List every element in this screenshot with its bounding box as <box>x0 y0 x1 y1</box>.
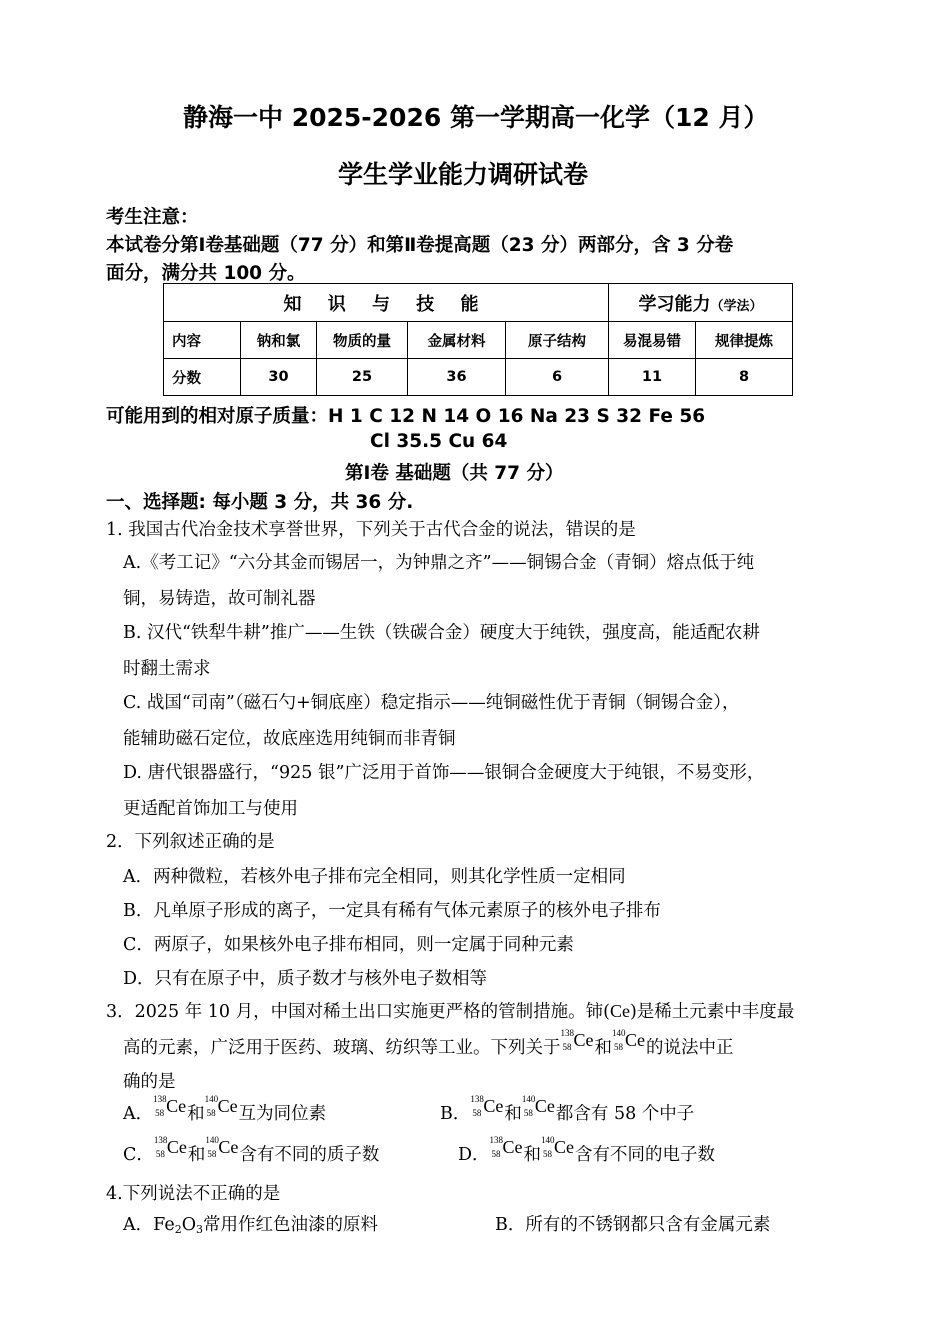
score-cell: 11 <box>609 359 696 396</box>
score-row-label: 分数 <box>164 359 241 396</box>
section-1-title: 一、选择题: 每小题 3 分，共 36 分. <box>106 492 414 513</box>
q3-stem-line-3: 确的是 <box>123 1072 176 1092</box>
q4-stem: 4.下列说法不正确的是 <box>106 1184 281 1204</box>
q2-option-c: C．两原子，如果核外电子排布相同，则一定属于同种元素 <box>123 935 574 955</box>
learning-ability-header: 学习能力（学法） <box>609 284 793 322</box>
column-header: 金属材料 <box>408 322 506 359</box>
q1-option-d-line-2: 更适配首饰加工与使用 <box>123 799 298 819</box>
atomic-masses-line-1: 可能用到的相对原子质量：H 1 C 12 N 14 O 16 Na 23 S 32 Fe 56 <box>106 406 706 427</box>
score-cell: 25 <box>317 359 408 396</box>
q2-option-b: B．凡单原子形成的离子，一定具有稀有气体元素原子的核外电子排布 <box>123 901 661 921</box>
content-row-label: 内容 <box>164 322 241 359</box>
q1-option-c-line-2: 能辅助磁石定位，故底座选用纯铜而非青铜 <box>123 729 456 749</box>
score-cell: 36 <box>408 359 506 396</box>
q3-option-b: B． 138 58 Ce 和 140 58 Ce 都含有 58 个中子 <box>440 1094 695 1124</box>
q2-stem: 2．下列叙述正确的是 <box>106 832 275 852</box>
q1-option-a-line-2: 铜，易铸造，故可制礼器 <box>123 589 316 609</box>
q1-option-b-line-1: B. 汉代“铁犁牛耕”推广——生铁（铁碳合金）硬度大于纯铁，强度高，能适配农耕 <box>123 623 760 643</box>
q1-option-b-line-2: 时翻土需求 <box>123 659 211 679</box>
column-header: 物质的量 <box>317 322 408 359</box>
isotope-ce-140: 140 58 Ce <box>541 1135 575 1159</box>
q1-option-c-line-1: C. 战国“司南”（磁石勺+铜底座）稳定指示——纯铜磁性优于青铜（铜锡合金）， <box>123 693 740 713</box>
title-line-2: 学生学业能力调研试卷 <box>338 160 589 189</box>
q4-option-a: A．$Fe_2O_3$常用作红色油漆的原料 <box>123 1215 379 1236</box>
q1-stem: 1. 我国古代冶金技术享誉世界，下列关于古代合金的说法，错误的是 <box>106 520 636 540</box>
notice-line-1: 本试卷分第Ⅰ卷基础题（77 分）和第Ⅱ卷提高题（23 分）两部分，含 3 分卷 <box>106 235 734 256</box>
isotope-ce-140: 140 58 Ce <box>204 1094 238 1118</box>
isotope-ce-138: 138 58 Ce <box>489 1135 523 1159</box>
title-line-1: 静海一中 2025-2026 第一学期高一化学（12 月） <box>183 103 769 132</box>
q1-option-d-line-1: D. 唐代银器盛行，“925 银”广泛用于首饰——银铜合金硬度大于纯银，不易变形， <box>123 763 765 783</box>
isotope-ce-140: 140 58 Ce <box>205 1135 239 1159</box>
isotope-ce-140: 140 58 Ce <box>521 1094 555 1118</box>
isotope-ce-140: 140 58 Ce <box>612 1028 645 1052</box>
atomic-masses-line-2: Cl 35.5 Cu 64 <box>370 431 508 452</box>
column-header: 原子结构 <box>506 322 609 359</box>
q3-option-a: A． 138 58 Ce 和 140 58 Ce 互为同位素 <box>123 1094 327 1124</box>
isotope-ce-138: 138 58 Ce <box>470 1094 504 1118</box>
part-1-title: 第Ⅰ卷 基础题（共 77 分） <box>345 463 564 484</box>
q2-option-d: D．只有在原子中，质子数才与核外电子数相等 <box>123 969 488 989</box>
q3-stem-line-1: 3．2025 年 10 月，中国对稀土出口实施更严格的管制措施。铈(Ce)是稀土元素中丰度最 <box>106 1001 795 1022</box>
q2-option-a: A．两种微粒，若核外电子排布完全相同，则其化学性质一定相同 <box>123 867 626 887</box>
q1-option-a-line-1: A.《考工记》“六分其金而锡居一，为钟鼎之齐”——铜锡合金（青铜）熔点低于纯 <box>123 553 755 573</box>
isotope-ce-138: 138 58 Ce <box>153 1094 187 1118</box>
isotope-ce-138: 138 58 Ce <box>560 1028 594 1052</box>
score-cell: 30 <box>241 359 317 396</box>
column-header: 钠和氯 <box>241 322 317 359</box>
score-cell: 6 <box>506 359 609 396</box>
isotope-ce-138: 138 58 Ce <box>153 1135 187 1159</box>
knowledge-skills-header: 知 识 与 技 能 <box>164 284 609 322</box>
notice-line-2: 面分，满分共 100 分。 <box>106 263 306 284</box>
column-header: 易混易错 <box>609 322 696 359</box>
score-table <box>163 283 793 396</box>
cerium-symbol: Ce <box>609 1001 630 1021</box>
column-header: 规律提炼 <box>696 322 793 359</box>
q3-option-c: C． 138 58 Ce 和 140 58 Ce 含有不同的质子数 <box>123 1135 380 1165</box>
score-cell: 8 <box>696 359 793 396</box>
q3-stem-line-2: 高的元素，广泛用于医药、玻璃、纺织等工业。下列关于 138 58 Ce 和 140 58 Ce 的说法中正 <box>123 1028 734 1058</box>
q3-option-d: D． 138 58 Ce 和 140 58 Ce 含有不同的电子数 <box>458 1135 716 1165</box>
q4-option-b: B．所有的不锈钢都只含有金属元素 <box>495 1215 771 1235</box>
notice-label: 考生注意： <box>106 207 199 228</box>
